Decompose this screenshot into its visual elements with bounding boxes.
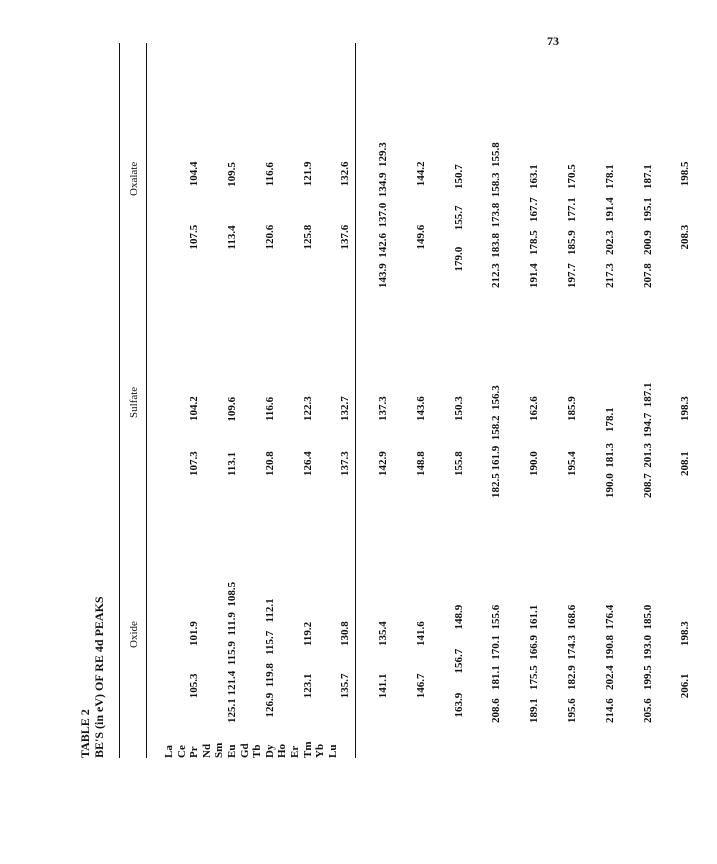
sulfate-row: 107.3 104.2 bbox=[188, 396, 201, 498]
element-label: Lu bbox=[326, 744, 339, 758]
oxide-row: 125.1 121.4 115.9 111.9 108.5 bbox=[225, 581, 238, 723]
oxide-row: 105.3 101.9 bbox=[188, 621, 201, 723]
oxide-row: 135.7 130.8 bbox=[339, 621, 352, 723]
sulfate-row: 208.7 201.3 194.7 187.1 bbox=[641, 382, 654, 498]
oxide-row: 163.9 156.7 148.9 bbox=[452, 604, 465, 723]
page-number: 73 bbox=[547, 34, 559, 48]
sulfate-row: 155.8 150.3 bbox=[452, 396, 465, 498]
element-label: Ho bbox=[276, 743, 289, 758]
element-label: Tb bbox=[251, 744, 264, 758]
sulfate-values bbox=[163, 383, 717, 499]
oxide-row: 205.6 199.5 193.0 185.0 bbox=[641, 604, 654, 723]
sulfate-row: 195.4 185.9 bbox=[566, 396, 578, 498]
element-label: Yb bbox=[314, 743, 327, 758]
element-label: Ce bbox=[175, 745, 188, 758]
sulfate-row: 208.1 198.3 bbox=[679, 396, 692, 498]
sulfate-row: 142.9 137.3 bbox=[377, 396, 390, 498]
oxide-row: 206.1 198.3 bbox=[679, 621, 692, 723]
oxide-row: 141.1 135.4 bbox=[377, 621, 390, 723]
element-label: Tm bbox=[301, 741, 314, 758]
oxalate-row: 143.9 142.6 137.0 134.9 129.3 bbox=[377, 142, 390, 288]
element-label: Pr bbox=[188, 746, 201, 758]
oxalate-row: 208.3 198.5 bbox=[679, 161, 692, 288]
element-label: Nd bbox=[200, 743, 213, 758]
table-caption-number: TABLE 2 bbox=[78, 709, 92, 758]
header-rule bbox=[146, 43, 147, 758]
element-label: La bbox=[163, 745, 175, 758]
oxide-row: 146.7 141.6 bbox=[414, 621, 427, 723]
sulfate-row: 120.8 116.6 bbox=[263, 396, 276, 498]
element-label: Dy bbox=[263, 744, 276, 758]
oxalate-row: 113.4 109.5 bbox=[225, 162, 238, 288]
element-column bbox=[163, 742, 339, 759]
oxalate-row: 149.6 144.2 bbox=[414, 161, 427, 288]
oxalate-row: 125.8 121.9 bbox=[301, 161, 314, 288]
rotated-table bbox=[75, 38, 692, 768]
oxide-row: 214.6 202.4 190.8 176.4 bbox=[603, 604, 616, 723]
element-label: Gd bbox=[238, 743, 251, 758]
sulfate-row: 126.4 122.3 bbox=[301, 396, 314, 498]
oxide-row: 189.1 175.5 166.9 161.1 bbox=[528, 604, 541, 723]
oxalate-row: 120.6 116.6 bbox=[263, 162, 276, 288]
oxide-row: 208.6 181.1 170.1 155.6 bbox=[490, 604, 503, 723]
sulfate-row: 190.0 162.6 bbox=[528, 396, 541, 498]
top-rule bbox=[119, 43, 120, 758]
bottom-rule bbox=[355, 43, 356, 758]
oxide-values bbox=[163, 582, 717, 723]
element-label: Er bbox=[288, 745, 301, 758]
element-label: Eu bbox=[225, 744, 238, 758]
oxalate-row: 207.8 200.9 195.1 187.1 bbox=[641, 164, 654, 288]
table-caption-title: BE'S (in eV) OF RE 4d PEAKS bbox=[92, 596, 106, 758]
oxalate-row: 217.3 202.3 191.4 178.1 bbox=[603, 164, 616, 288]
group-header-sulfate: Sulfate bbox=[128, 386, 140, 418]
sulfate-row: 190.0 181.3 178.1 bbox=[603, 407, 616, 498]
oxide-row: 195.6 182.9 174.3 168.6 bbox=[566, 604, 578, 723]
sulfate-row: 113.1 109.6 bbox=[225, 396, 238, 498]
sulfate-row: 182.5 161.9 158.2 156.3 bbox=[490, 385, 503, 498]
group-header-oxide: Oxide bbox=[128, 621, 140, 648]
oxalate-row: 197.7 185.9 177.1 170.5 bbox=[566, 164, 578, 288]
sulfate-row: 148.8 143.6 bbox=[414, 396, 427, 498]
oxalate-row: 179.0 155.7 150.7 bbox=[452, 164, 465, 288]
oxide-row: 123.1 119.2 bbox=[301, 621, 314, 723]
group-header-oxalate: Oxalate bbox=[128, 161, 140, 196]
element-label: Sm bbox=[213, 742, 226, 758]
oxalate-row: 137.6 132.6 bbox=[339, 161, 352, 288]
oxalate-row: 107.5 104.4 bbox=[188, 161, 201, 288]
oxalate-row: 191.4 178.5 167.7 163.1 bbox=[528, 164, 541, 288]
oxide-row: 126.9 119.8 115.7 112.1 bbox=[263, 598, 276, 723]
sulfate-row: 137.3 132.7 bbox=[339, 396, 352, 498]
oxalate-values bbox=[163, 142, 717, 288]
oxalate-row: 212.3 183.8 173.8 158.3 155.8 bbox=[490, 142, 503, 288]
